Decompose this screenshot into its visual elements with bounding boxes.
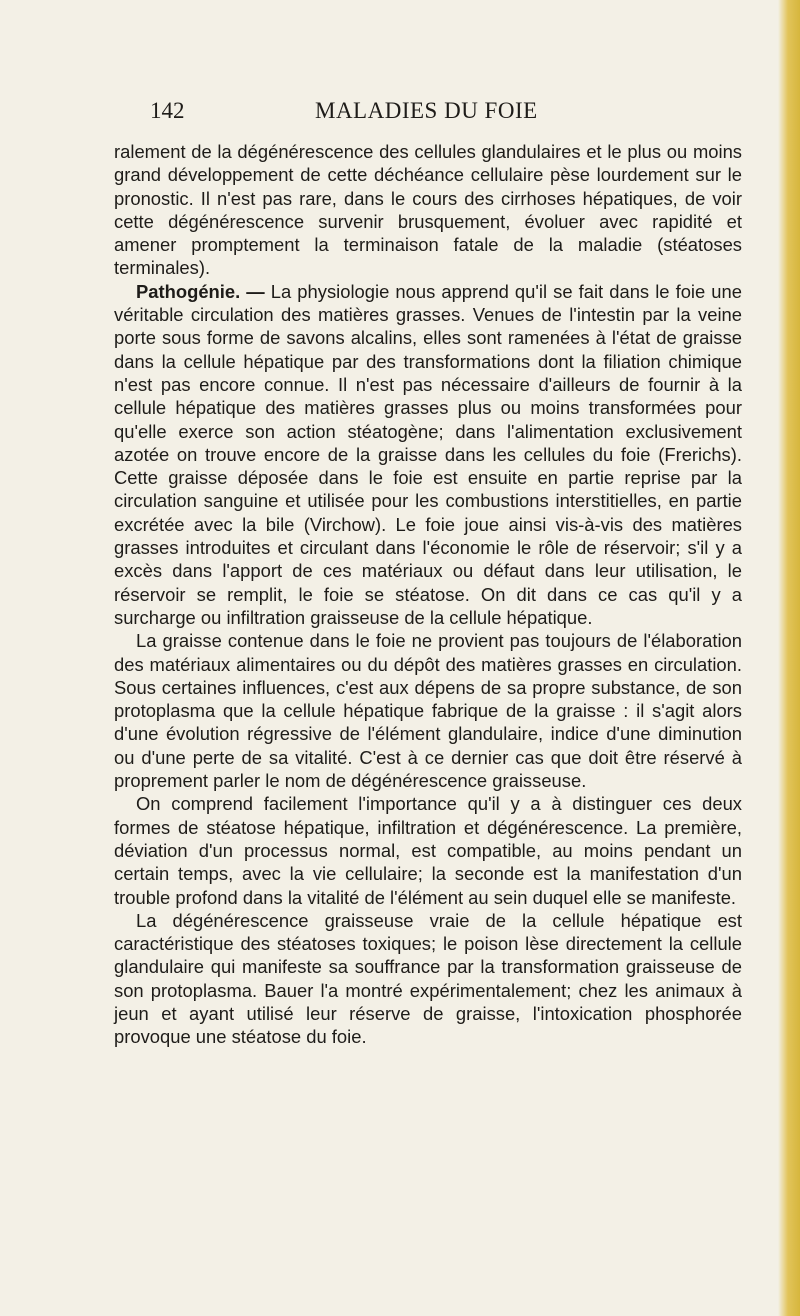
body-text [114, 140, 742, 1049]
paragraph-pathogenie [114, 280, 742, 629]
section-heading: Pathogénie. — [136, 280, 265, 302]
page-header [150, 98, 690, 138]
paragraph: ralement de la dégénérescence des cellules glandulaires et le plus ou moins grand développement de cette déchéance cellulaire pèse lourdement sur le pronostic. Il n'est pas rare, dans le cours des cirrhoses hépatiques, de voir cette dégénérescence survenir brusquement, évoluer avec rapidité et amener promptement la terminaison fatale de la maladie (stéatoses terminales). [114, 141, 742, 279]
paragraph: La dégénérescence graisseuse vraie de la cellule hépatique est caractéristique des stéatoses toxiques; le poison lèse directement la cellule glandulaire qui manifeste sa souffrance par la transformation graisseuse de son protoplasma. Bauer l'a montré expérimentalement; chez les animaux à jeun et ayant utilisé leur réserve de graisse, l'intoxication phosphorée provoque une stéatose du foie. [114, 909, 742, 1048]
paragraph: On comprend facilement l'importance qu'il y a à distinguer ces deux formes de stéatose hépatique, infiltration et dégénérescence. La première, déviation d'un processus normal, est compatible, au moins pendant un certain temps, avec la vie cellulaire; la seconde est la manifestation d'un trouble profond dans la vitalité de l'élément au sein duquel elle se manifeste. [114, 793, 742, 908]
page-edge [778, 0, 800, 1316]
running-title: MALADIES DU FOIE [315, 98, 538, 123]
paragraph: La graisse contenue dans le foie ne provient pas toujours de l'élaboration des matériaux alimentaires ou du dépôt des matières grasses en circulation. Sous certaines influences, c'est aux dépens de sa propre substance, de son protoplasma que la cellule hépatique fabrique de la graisse : il s'agit alors d'une évolution régressive de l'élément glandulaire, indice d'une diminution ou d'une perte de sa vitalité. C'est à ce dernier cas que doit être réservé à proprement parler le nom de dégénérescence graisseuse. [114, 630, 742, 792]
page-number: 142 [150, 98, 185, 123]
paragraph-text: La physiologie nous apprend qu'il se fait dans le foie une véritable circulation des matières grasses. Venues de l'intestin par la veine porte sous forme de savons alcalins, elles sont ramenées à l'état de graisse dans la cellule hépatique par des transformations dont la filiation chimique n'est pas encore connue. Il n'est pas nécessaire d'ailleurs de fournir à la cellule hépatique des matières grasses plus ou moins transformées pour qu'elle exerce son action stéatogène; dans l'alimentation exclusivement azotée on trouve encore de la graisse dans les cellules du foie (Frerichs). Cette graisse déposée dans le foie est ensuite en partie reprise par la circulation sanguine et utilisée pour les combustions interstitielles, en partie excrétée avec la bile (Virchow). Le foie joue ainsi vis-à-vis des matières grasses introduites et circulant dans l'économie le rôle de réservoir; s'il y a excès dans l'apport de ces matériaux ou défaut dans leur utilisation, le réservoir se remplit, le foie se stéatose. On dit dans ce cas qu'il y a surcharge ou infiltration graisseuse de la cellule hépatique. [114, 280, 742, 628]
